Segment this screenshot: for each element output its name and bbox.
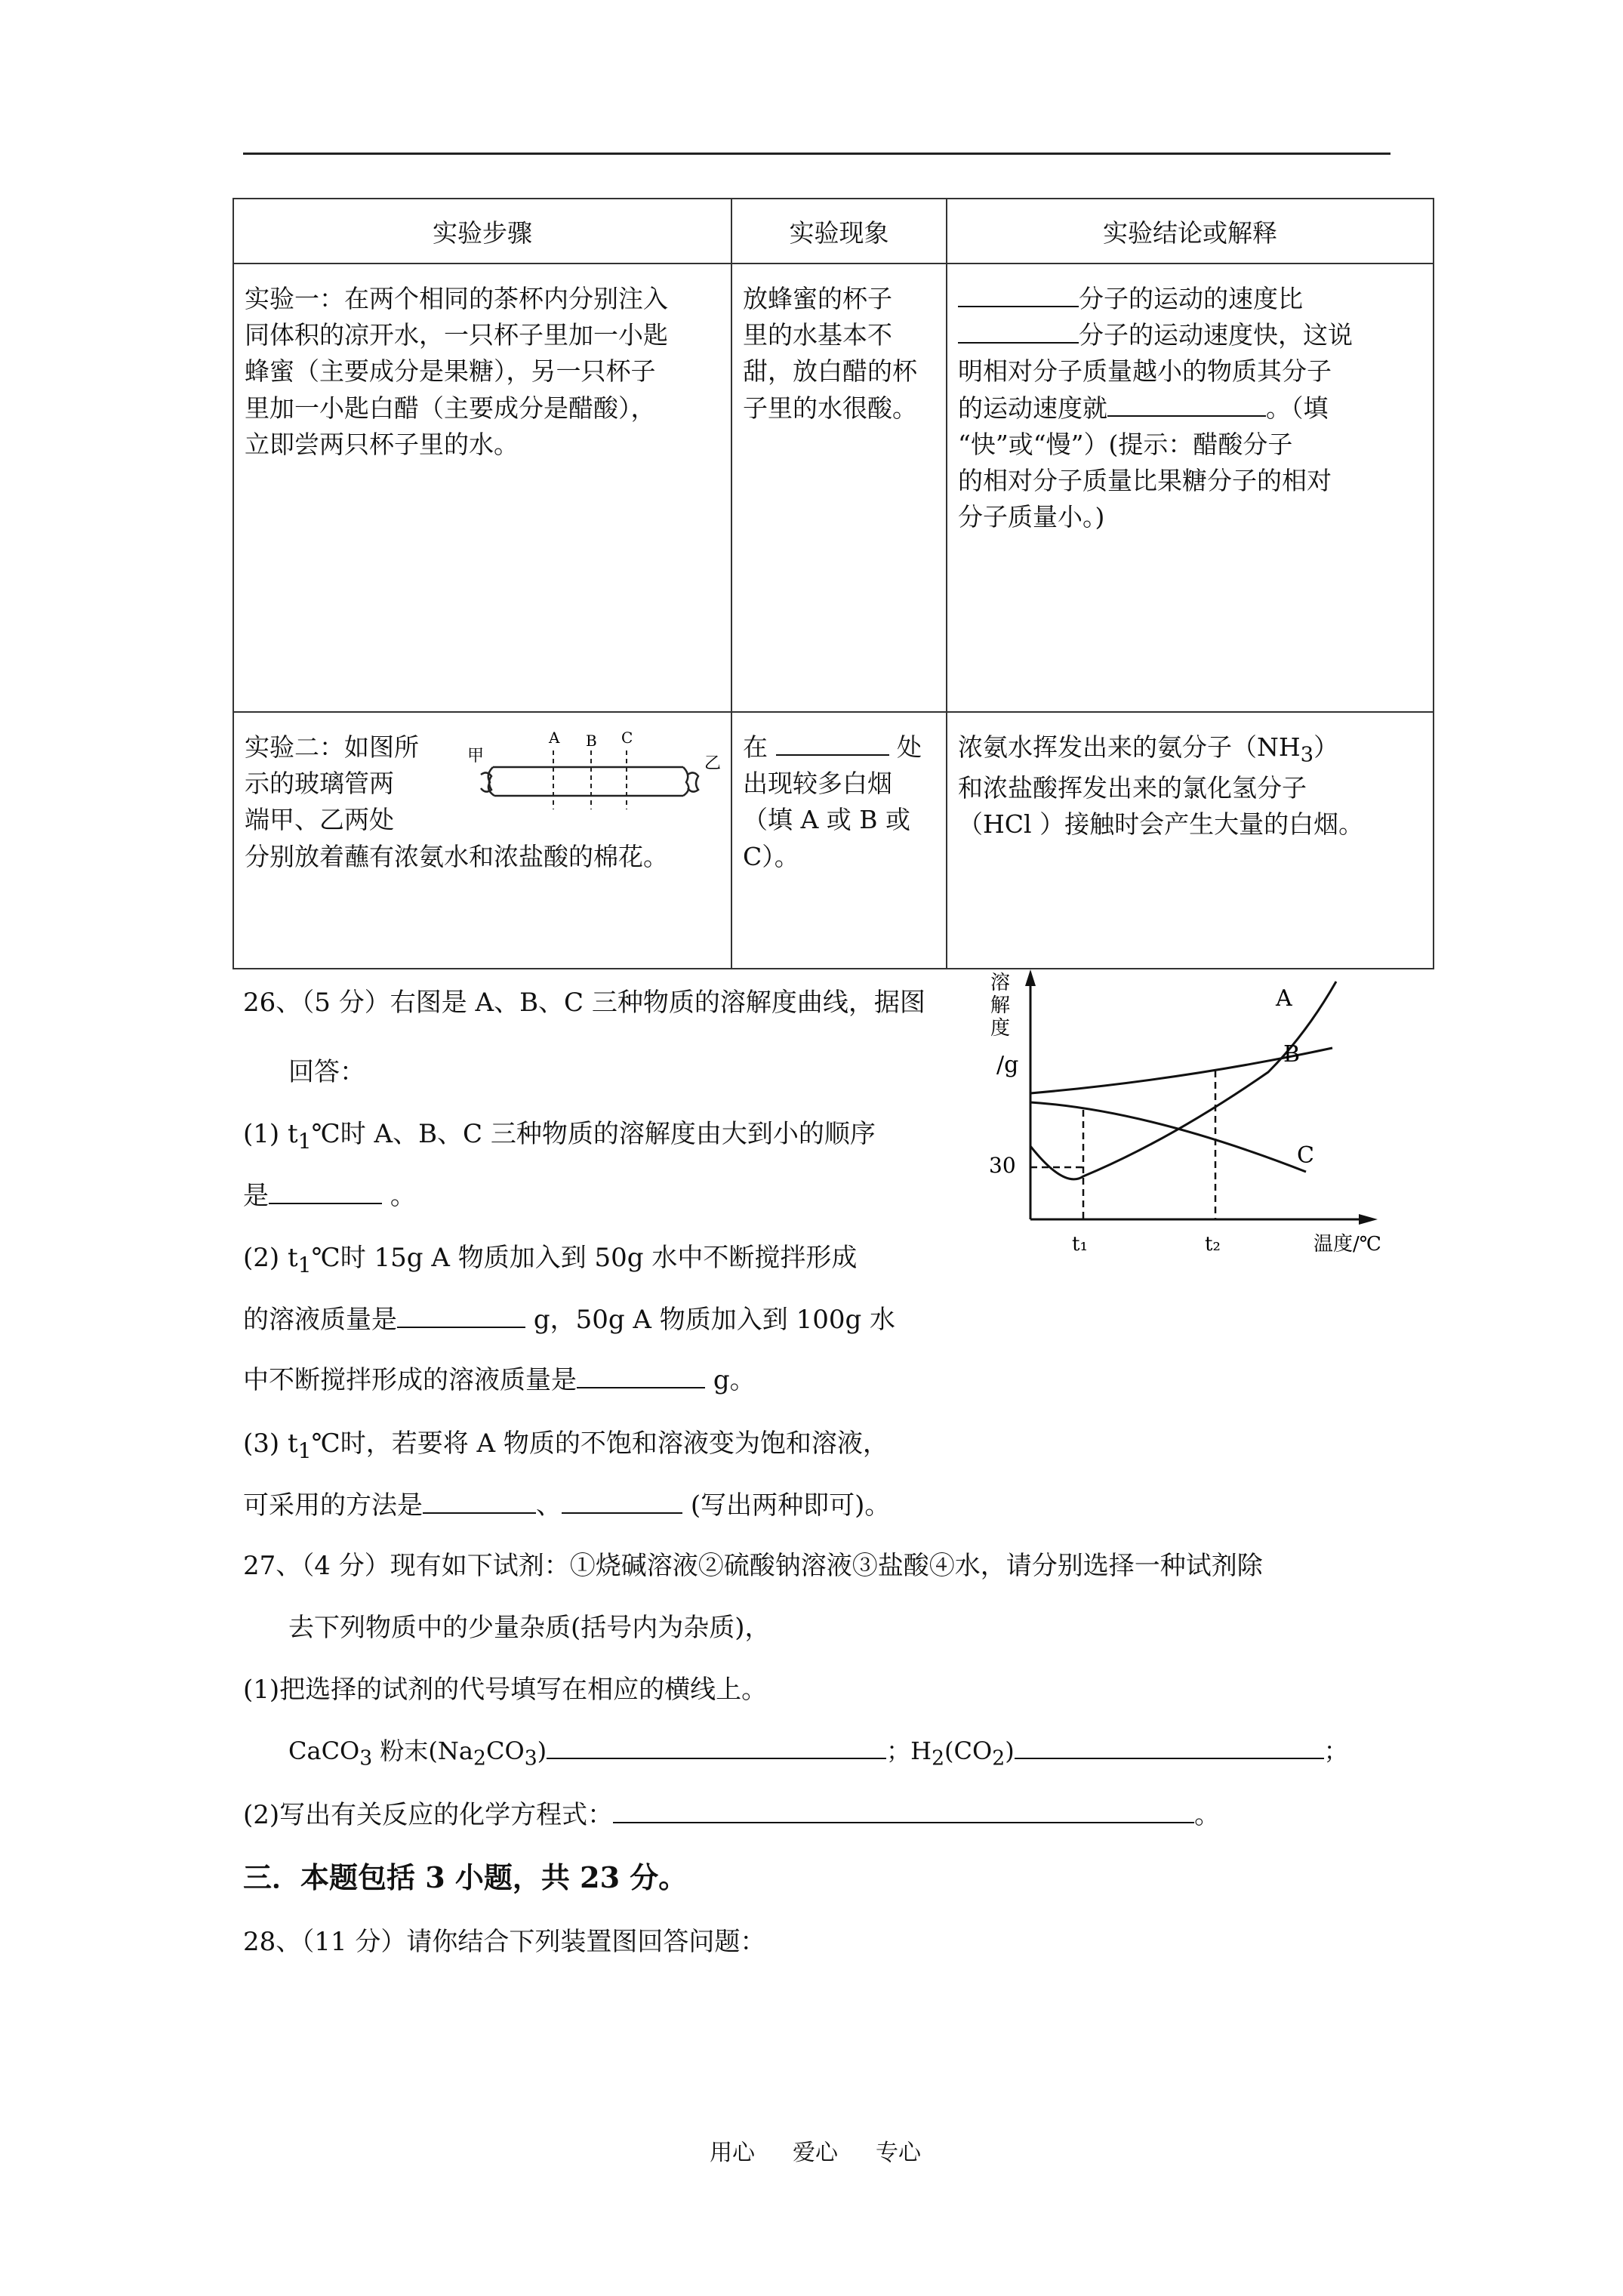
subscript: 3 xyxy=(359,1746,373,1771)
answer-blank[interactable] xyxy=(958,281,1079,307)
text: (3) t xyxy=(243,1428,298,1459)
answer-blank[interactable] xyxy=(547,1734,886,1759)
table-row xyxy=(233,712,1434,969)
q26-sub2-cont xyxy=(243,1299,895,1336)
exp2-step-line: 分别放着蘸有浓氨水和浓盐酸的棉花。 xyxy=(245,841,668,871)
subscript: 1 xyxy=(297,1438,312,1463)
q27-title: 27、（4 分）现有如下试剂：①烧碱溶液②硫酸钠溶液③盐酸④水，请分别选择一种试剂除 xyxy=(243,1551,1263,1581)
exp2-conc-line xyxy=(958,729,1422,770)
subscript: 2 xyxy=(473,1746,486,1771)
table-row xyxy=(233,264,1434,712)
text: ；H xyxy=(886,1737,932,1765)
subscript: 3 xyxy=(1300,742,1314,767)
exp2-step-line: 端甲、乙两处 xyxy=(245,805,394,835)
exp1-conc-line xyxy=(958,390,1422,427)
subscript: 1 xyxy=(297,1252,312,1277)
text: 是 xyxy=(243,1181,269,1211)
exp2-phen-line xyxy=(743,729,935,766)
solubility-chart xyxy=(959,959,1412,1253)
tube-label-b: B xyxy=(586,732,597,750)
exp1-phen-line: 子里的水很酸。 xyxy=(743,393,917,423)
q27-title2: 去下列物质中的少量杂质(括号内为杂质)， xyxy=(288,1613,771,1643)
answer-blank[interactable] xyxy=(1015,1734,1324,1759)
text: 。 xyxy=(1194,1800,1221,1830)
exp1-conc-line: 分子质量小。) xyxy=(958,502,1105,532)
text: (写出两种即可)。 xyxy=(690,1490,891,1521)
text: 可采用的方法是 xyxy=(243,1490,423,1521)
exp1-conclusion xyxy=(947,264,1434,712)
answer-blank[interactable] xyxy=(958,317,1079,344)
text: ） xyxy=(1313,732,1339,762)
text: 、 xyxy=(536,1490,562,1521)
subscript: 3 xyxy=(524,1746,537,1771)
q28-title: 28、（11 分）请你结合下列装置图回答问题： xyxy=(243,1927,766,1957)
q27-sub1: (1)把选择的试剂的代号填写在相应的横线上。 xyxy=(243,1675,768,1705)
exp1-step-line: 里加一小匙白醋（主要成分是醋酸）， xyxy=(245,393,656,423)
text: (2) t xyxy=(243,1243,298,1273)
subscript: 2 xyxy=(932,1746,945,1771)
text: 分子的运动速度快，这说 xyxy=(1079,320,1353,350)
exp1-conc-line: 的相对分子质量比果糖分子的相对 xyxy=(958,465,1332,495)
subscript: 1 xyxy=(297,1128,312,1154)
subscript: 2 xyxy=(992,1746,1006,1771)
exp2-conc-line: （HCl ）接触时会产生大量的白烟。 xyxy=(958,809,1364,839)
tube-label-left: 甲 xyxy=(467,747,485,766)
answer-blank[interactable] xyxy=(423,1487,536,1514)
text: ℃时 A、B、C 三种物质的溶解度由大到小的顺序 xyxy=(311,1119,876,1149)
answer-blank[interactable] xyxy=(613,1796,1194,1823)
exp1-phen-line: 甜，放白醋的杯 xyxy=(743,356,917,387)
ylabel-line2: 解 xyxy=(990,994,1011,1017)
exp1-step-line: 同体积的凉开水，一只杯子里加一小匙 xyxy=(245,320,668,350)
header-steps: 实验步骤 xyxy=(233,199,731,264)
exp1-conc-line xyxy=(958,281,1422,317)
text: 分子的运动的速度比 xyxy=(1079,284,1303,313)
exp1-steps xyxy=(233,264,731,712)
ylabel-line1: 溶 xyxy=(990,972,1011,994)
tube-body xyxy=(481,767,698,796)
text: 处 xyxy=(897,732,922,762)
ylabel-unit: /g xyxy=(996,1052,1019,1078)
exp1-conc-line: 明相对分子质量越小的物质其分子 xyxy=(958,356,1332,387)
exp2-phen-line: （填 A 或 B 或 xyxy=(743,805,911,835)
q26-title: 26、（5 分）右图是 A、B、C 三种物质的溶解度曲线，据图 xyxy=(243,988,925,1018)
q26-sub2 xyxy=(243,1237,857,1277)
q26-sub1-cont xyxy=(243,1175,416,1212)
series-a-label: A xyxy=(1276,985,1292,1012)
xlabel: 温度/℃ xyxy=(1313,1233,1381,1253)
answer-blank[interactable] xyxy=(1107,390,1266,417)
series-c-label: C xyxy=(1297,1142,1314,1169)
exp1-phenomenon xyxy=(731,264,947,712)
exp2-phen-line: 出现较多白烟 xyxy=(743,769,892,799)
answer-blank[interactable] xyxy=(397,1301,525,1328)
text: ) xyxy=(537,1737,547,1765)
tube-dashed-lines xyxy=(553,750,627,809)
text: CaCO xyxy=(288,1737,360,1765)
text: 中不断搅拌形成的溶液质量是 xyxy=(243,1365,577,1395)
xtick-t2: t₂ xyxy=(1205,1233,1221,1253)
table-header-row xyxy=(233,199,1434,264)
exp2-conc-line: 和浓盐酸挥发出来的氯化氢分子 xyxy=(958,772,1307,803)
exp1-step-line: 实验一：在两个相同的茶杯内分别注入 xyxy=(245,284,668,313)
ytick-30: 30 xyxy=(989,1153,1016,1178)
section-3-heading: 三．本题包括 3 小题，共 23 分。 xyxy=(243,1860,688,1894)
text: ℃时，若要将 A 物质的不饱和溶液变为饱和溶液， xyxy=(311,1428,888,1459)
text: g。 xyxy=(713,1365,756,1395)
x-axis-arrow xyxy=(1359,1214,1378,1225)
text: 浓氨水挥发出来的氨分子（NH xyxy=(958,732,1301,762)
exp2-steps xyxy=(233,712,731,969)
exp2-phen-line: C）。 xyxy=(743,841,799,871)
exp1-phen-line: 放蜂蜜的杯子 xyxy=(743,284,892,313)
ylabel-line3: 度 xyxy=(990,1017,1011,1040)
tube-label-right: 乙 xyxy=(704,754,722,773)
answer-blank[interactable] xyxy=(776,729,889,756)
answer-blank[interactable] xyxy=(577,1361,705,1388)
header-phenomenon: 实验现象 xyxy=(731,199,947,264)
text: (2)写出有关反应的化学方程式： xyxy=(243,1800,614,1830)
text: CO xyxy=(485,1737,525,1765)
exp2-step-line: 实验二：如图所 xyxy=(245,732,419,762)
q26-title2: 回答： xyxy=(288,1057,365,1087)
exp2-step-line: 示的玻璃管两 xyxy=(245,769,394,799)
series-c-curve xyxy=(1030,1102,1306,1172)
q26-sub2-cont2 xyxy=(243,1359,756,1396)
q27-formula-line xyxy=(288,1732,1348,1770)
header-conclusion: 实验结论或解释 xyxy=(947,199,1434,264)
text: 在 xyxy=(743,732,768,762)
xtick-t1: t₁ xyxy=(1072,1233,1088,1253)
q26-sub3-cont xyxy=(243,1484,890,1521)
text: (1) t xyxy=(243,1119,298,1149)
exp1-conc-line xyxy=(958,317,1422,353)
text: 。（填 xyxy=(1266,393,1329,423)
text: 粉末(Na xyxy=(372,1737,473,1765)
glass-tube-figure xyxy=(464,720,725,818)
answer-blank[interactable] xyxy=(269,1177,382,1204)
page-footer xyxy=(710,2134,959,2167)
text: ℃时 15g A 物质加入到 50g 水中不断搅拌形成 xyxy=(311,1243,858,1273)
text: 。 xyxy=(390,1181,416,1211)
q27-sub2 xyxy=(243,1794,1220,1831)
exp2-conclusion xyxy=(947,712,1434,969)
text: g，50g A 物质加入到 100g 水 xyxy=(533,1305,896,1335)
exp1-phen-line: 里的水基本不 xyxy=(743,320,892,350)
y-axis-arrow xyxy=(1025,969,1036,986)
text: 的溶液质量是 xyxy=(243,1305,397,1335)
exp2-phenomenon xyxy=(731,712,947,969)
answer-blank[interactable] xyxy=(562,1487,682,1514)
text: 的运动速度就 xyxy=(958,393,1107,423)
text: ) xyxy=(1005,1737,1015,1765)
series-b-label: B xyxy=(1283,1041,1301,1068)
q26-sub3 xyxy=(243,1422,888,1463)
footer-word: 专心 xyxy=(876,2140,921,2166)
footer-word: 用心 xyxy=(710,2140,755,2166)
tube-label-c: C xyxy=(621,729,633,747)
exp1-step-line: 立即尝两只杯子里的水。 xyxy=(245,429,519,459)
tube-label-a: A xyxy=(549,729,560,747)
header-rule xyxy=(243,153,1390,155)
footer-word: 爱心 xyxy=(793,2140,838,2166)
text: ； xyxy=(1323,1737,1348,1765)
text: (CO xyxy=(944,1737,993,1765)
experiment-table xyxy=(233,198,1434,969)
q26-sub1 xyxy=(243,1113,876,1154)
exp1-conc-line: “快”或“慢”）(提示：醋酸分子 xyxy=(958,429,1293,459)
exp1-step-line: 蜂蜜（主要成分是果糖），另一只杯子 xyxy=(245,356,656,387)
